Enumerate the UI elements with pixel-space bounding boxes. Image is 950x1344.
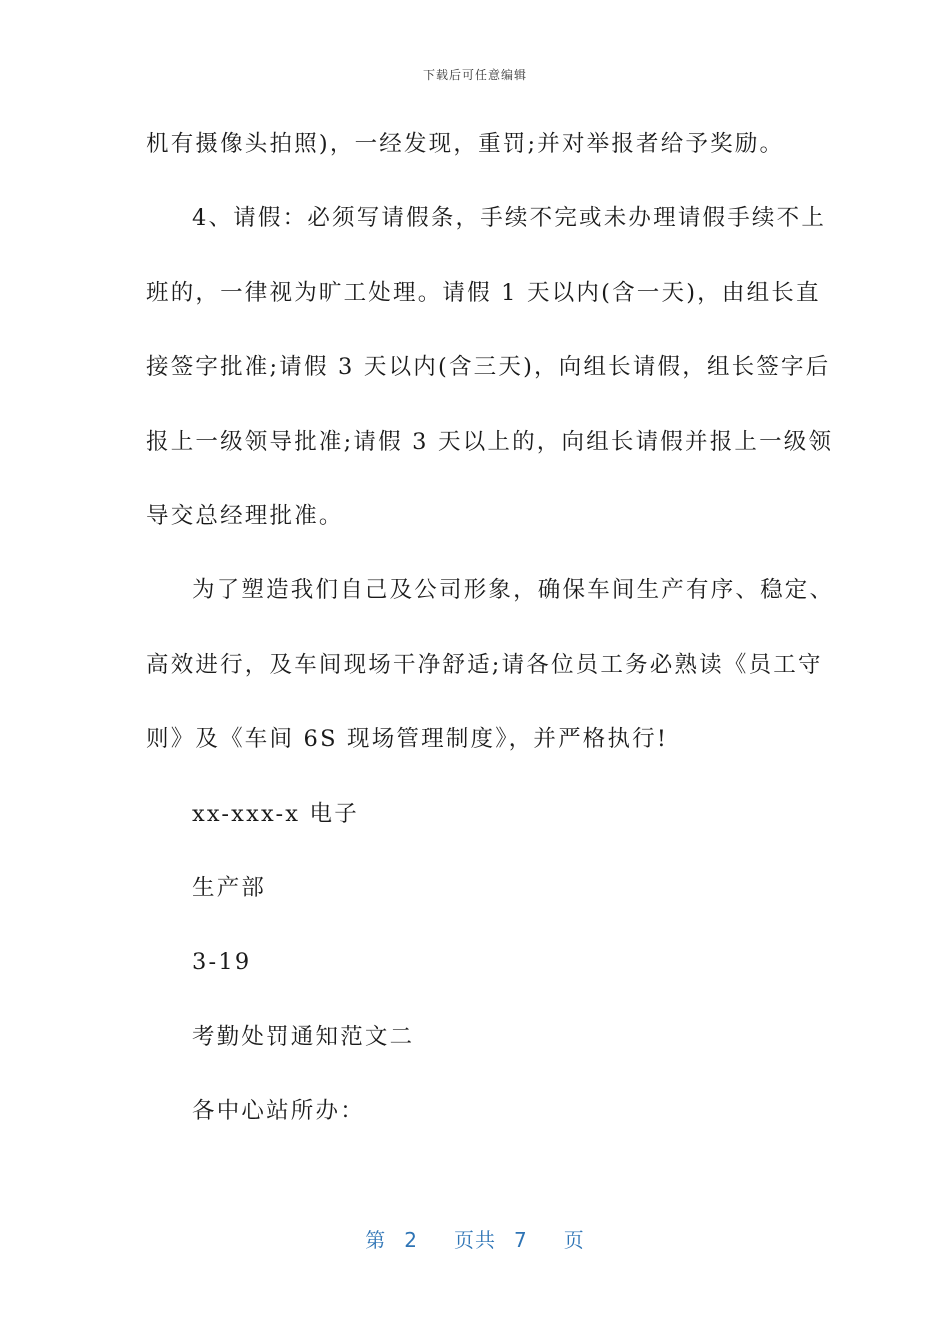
body-line-2: 4、请假：必须写请假条，手续不完或未办理请假手续不上 xyxy=(192,205,827,232)
department-name: 生产部 xyxy=(192,874,267,901)
footer-suffix: 页 xyxy=(563,1228,585,1252)
section-title: 考勤处罚通知范文二 xyxy=(192,1023,415,1050)
page-footer xyxy=(0,1224,950,1253)
company-name: xx-xxx-x 电子 xyxy=(192,800,359,827)
current-page-number: 2 xyxy=(404,1228,418,1252)
total-page-count: 7 xyxy=(514,1228,528,1252)
body-line-1: 机有摄像头拍照)，一经发现，重罚;并对举报者给予奖励。 xyxy=(146,131,785,157)
document-date: 3-19 xyxy=(192,949,252,976)
body-line-6: 导交总经理批准。 xyxy=(146,502,344,529)
body-line-5: 报上一级领导批准;请假 3 天以上的，向组长请假并报上一级领 xyxy=(146,428,834,455)
body-line-4: 接签字批准;请假 3 天以内(含三天)，向组长请假，组长签字后 xyxy=(146,354,831,381)
footer-middle: 页共 xyxy=(454,1228,496,1252)
body-line-9: 则》及《车间 6S 现场管理制度》，并严格执行! xyxy=(146,726,669,753)
body-line-7: 为了塑造我们自己及公司形象，确保车间生产有序、稳定、 xyxy=(192,577,835,604)
footer-prefix: 第 xyxy=(365,1228,387,1252)
salutation: 各中心站所办： xyxy=(192,1098,365,1125)
page-header: 下载后可任意编辑 xyxy=(422,68,527,82)
body-line-8: 高效进行，及车间现场干净舒适;请各位员工务必熟读《员工守 xyxy=(146,651,823,678)
document-body xyxy=(146,124,835,1165)
body-line-3: 班的，一律视为旷工处理。请假 1 天以内(含一天)，由组长直 xyxy=(146,279,821,306)
